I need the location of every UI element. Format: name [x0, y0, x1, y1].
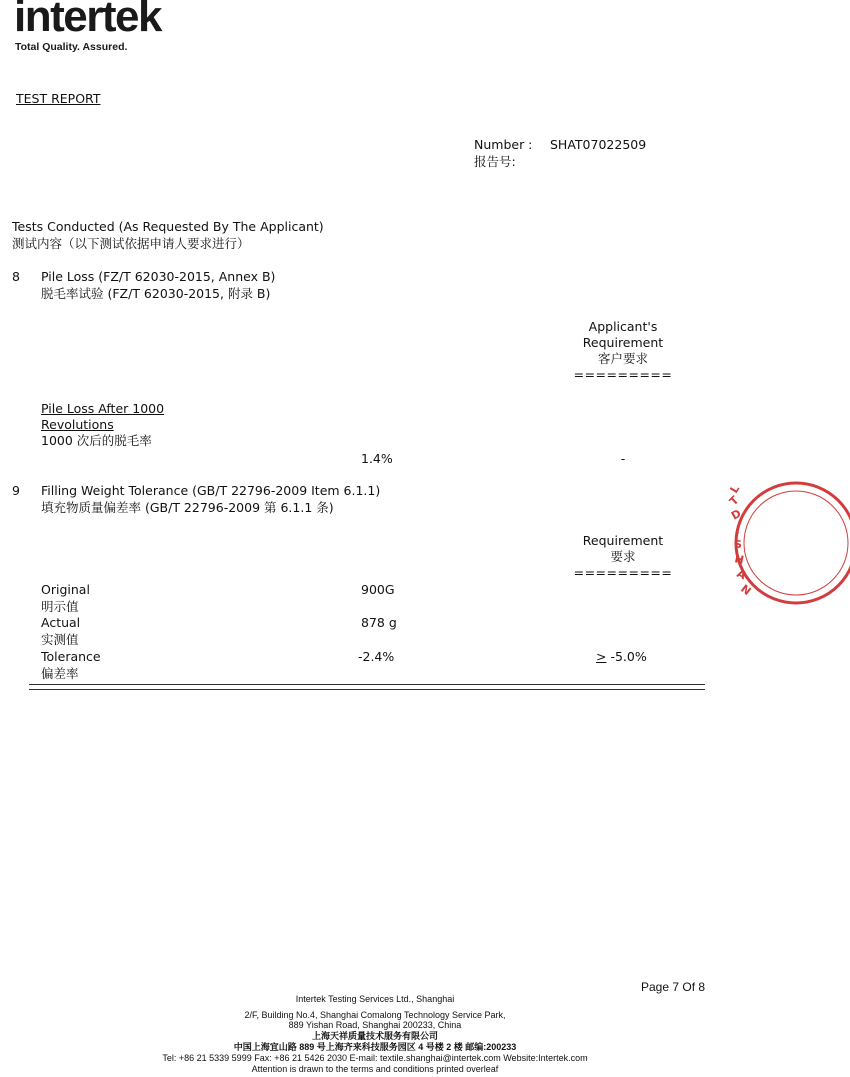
- footer-address-1: 2/F, Building No.4, Shanghai Comalong Technology Service Park,: [244, 1010, 506, 1020]
- footer-company: Intertek Testing Services Ltd., Shanghai: [295, 994, 455, 1004]
- svg-text:S: S: [734, 538, 742, 551]
- logo-tagline: Total Quality. Assured.: [15, 41, 128, 53]
- section-8-number: 8: [12, 269, 20, 284]
- pile-loss-label-cn: 1000 次后的脱毛率: [41, 433, 152, 448]
- section-9-req-header-cn: 要求: [610, 549, 636, 564]
- tolerance-label: Tolerance: [41, 649, 101, 664]
- actual-label: Actual: [41, 615, 81, 630]
- svg-text:A: A: [734, 566, 748, 583]
- actual-label-cn: 实测值: [41, 632, 79, 647]
- pile-loss-label-2: Revolutions: [41, 417, 114, 432]
- table-end-rule: [29, 684, 705, 690]
- section-9-number: 9: [12, 483, 20, 498]
- report-number-label-cn: 报告号:: [474, 154, 516, 169]
- tolerance-req-symbol: >: [596, 649, 607, 664]
- section-8-req-header-1: Applicant's: [588, 319, 658, 334]
- section-9-separator: =========: [573, 565, 673, 580]
- pile-loss-label-1: Pile Loss After 1000: [41, 401, 165, 416]
- section-9-title: Filling Weight Tolerance (GB/T 22796-2009 Item 6.1.1): [41, 483, 381, 498]
- original-value: 900G: [361, 582, 395, 597]
- intertek-logo: intertek: [14, 0, 161, 41]
- svg-text:H: H: [733, 552, 746, 567]
- footer-company-cn: 上海天祥质量技术服务有限公司: [311, 1031, 438, 1041]
- section-8-title: Pile Loss (FZ/T 62030-2015, Annex B): [41, 269, 276, 284]
- original-label-cn: 明示值: [41, 599, 79, 614]
- actual-value: 878 g: [361, 615, 397, 630]
- section-9-title-cn: 填充物质量偏差率 (GB/T 22796-2009 第 6.1.1 条): [41, 500, 334, 515]
- original-label: Original: [41, 582, 90, 597]
- pile-loss-requirement: -: [620, 451, 626, 466]
- stamp-outer-ring: [736, 483, 850, 603]
- report-number-label: Number :: [474, 137, 533, 152]
- footer-address-cn: 中国上海宜山路 889 号上海齐来科技服务园区 4 号楼 2 楼 邮编:200233: [233, 1042, 517, 1052]
- section-9-req-header: Requirement: [582, 533, 664, 548]
- report-title: TEST REPORT: [16, 91, 101, 106]
- footer-notice: Attention is drawn to the terms and conditions printed overleaf: [251, 1064, 499, 1074]
- section-8-separator: =========: [573, 367, 673, 382]
- svg-text:T: T: [726, 493, 742, 509]
- page-number: Page 7 Of 8: [641, 980, 706, 994]
- tolerance-req-value: -5.0%: [606, 649, 647, 664]
- svg-text:.: .: [733, 523, 741, 537]
- svg-text:D: D: [729, 506, 744, 523]
- stamp-inner-ring: [744, 491, 848, 595]
- pile-loss-value: 1.4%: [361, 451, 393, 466]
- footer-contact: Tel: +86 21 5339 5999 Fax: +86 21 5426 2030 E-mail: textile.shanghai@intertek.com Website:Intertek.com: [162, 1053, 588, 1063]
- company-seal-stamp: [726, 478, 850, 608]
- section-8-req-header-2: Requirement: [582, 335, 664, 350]
- tests-heading-cn: 测试内容（以下测试依据申请人要求进行）: [12, 236, 250, 251]
- tests-heading: Tests Conducted (As Requested By The Applicant): [12, 219, 324, 234]
- svg-text:L: L: [727, 482, 743, 496]
- footer-address-2: 889 Yishan Road, Shanghai 200233, China: [288, 1020, 462, 1030]
- tolerance-label-cn: 偏差率: [41, 666, 79, 681]
- report-number-value: SHAT07022509: [550, 137, 647, 152]
- svg-text:N: N: [738, 582, 754, 599]
- tolerance-requirement: [596, 649, 647, 666]
- section-8-req-header-cn: 客户要求: [597, 351, 648, 366]
- tolerance-value: -2.4%: [358, 649, 395, 664]
- section-8-title-cn: 脱毛率试验 (FZ/T 62030-2015, 附录 B): [41, 286, 271, 301]
